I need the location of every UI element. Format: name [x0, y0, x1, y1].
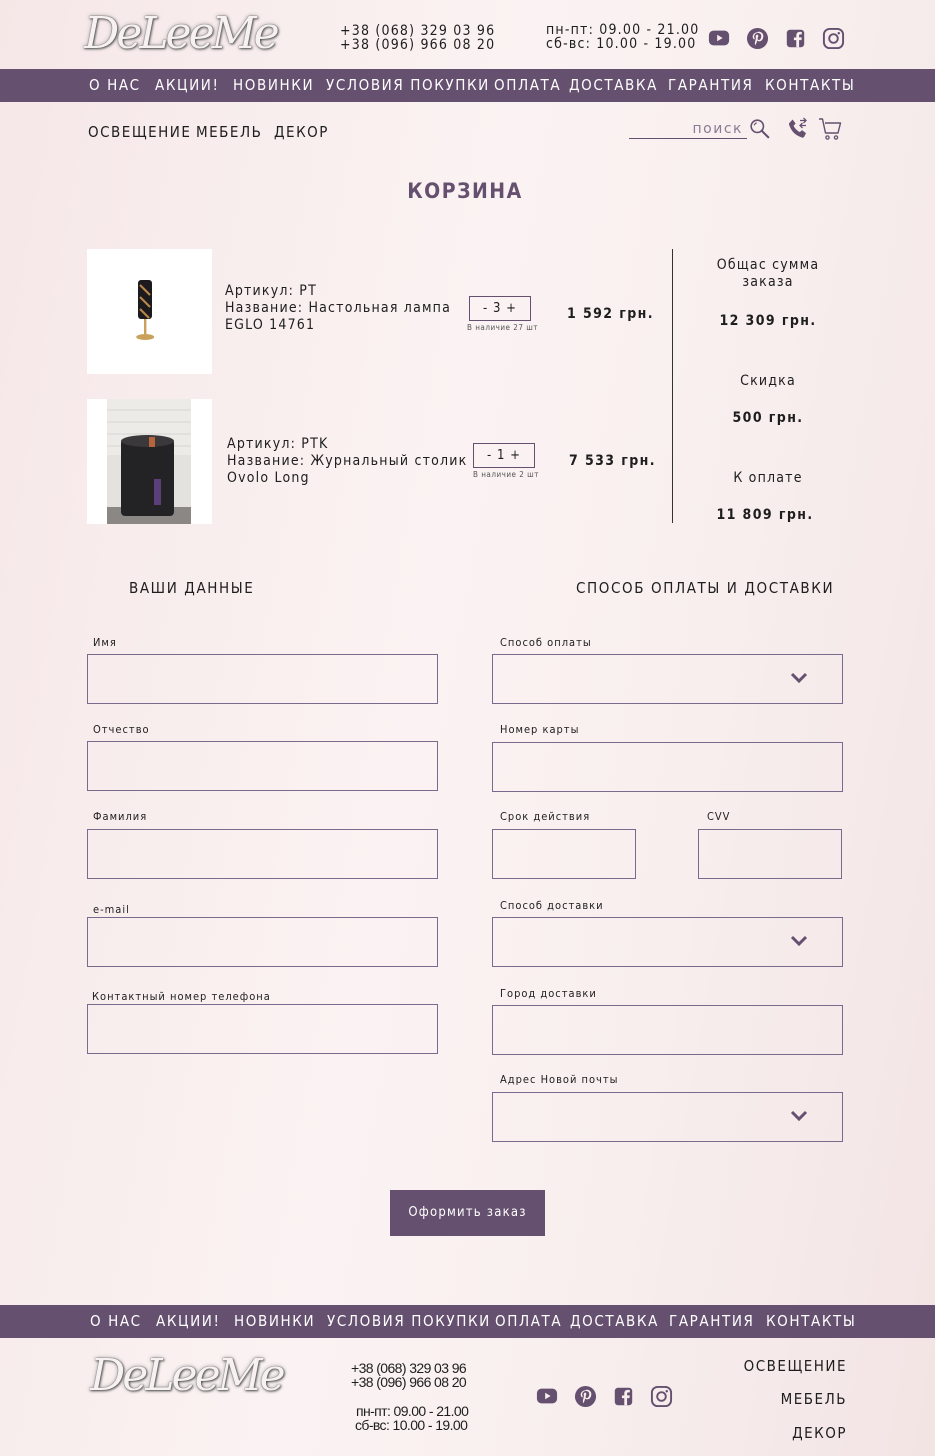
email-label: e-mail — [93, 903, 130, 916]
nav-item-terms[interactable]: УСЛОВИЯ ПОКУПКИ — [326, 76, 490, 94]
facebook-icon[interactable] — [614, 1387, 633, 1406]
cart-item-2-qty-stepper[interactable]: - 1 + — [473, 443, 535, 468]
nav-item-delivery[interactable]: ДОСТАВКА — [569, 76, 658, 94]
footer-hours-weekdays: пн-пт: 09.00 - 21.00 — [356, 1403, 469, 1419]
cart-item-1-article: Артикул: PT — [225, 283, 317, 299]
nav-item-new[interactable]: НОВИНКИ — [233, 76, 315, 94]
product-image-table[interactable] — [87, 399, 212, 524]
pinterest-icon[interactable] — [746, 27, 769, 50]
instagram-icon[interactable] — [650, 1385, 673, 1408]
chevron-down-icon — [790, 934, 808, 948]
header-phone-2[interactable]: +38 (096) 966 08 20 — [340, 37, 496, 53]
top-nav — [0, 69, 935, 102]
pinterest-icon[interactable] — [574, 1385, 597, 1408]
summary-total-label-2: заказа — [742, 274, 794, 290]
phone-label: Контактный номер телефона — [92, 990, 271, 1003]
cart-item-2-name[interactable]: Название: Журнальный столик — [227, 453, 468, 469]
delivery-method-select[interactable] — [492, 917, 843, 967]
delivery-method-label: Способ доставки — [500, 899, 604, 912]
cart-item-2-stock: В наличие 2 шт — [473, 470, 539, 479]
cart-item-1-info — [225, 283, 465, 334]
facebook-icon[interactable] — [786, 29, 805, 48]
payment-delivery-title: СПОСОБ ОПЛАТЫ И ДОСТАВКИ — [576, 579, 835, 597]
city-label: Город доставки — [500, 987, 597, 1000]
footer-logo[interactable]: DeLeeMe — [90, 1350, 283, 1401]
footer-nav-item-new[interactable]: НОВИНКИ — [234, 1312, 316, 1330]
patronymic-label: Отчество — [93, 723, 150, 736]
nav-item-sales[interactable]: АКЦИИ! — [155, 76, 220, 94]
footer-nav-item-about[interactable]: О НАС — [90, 1312, 142, 1330]
footer-nav-item-payment[interactable]: ОПЛАТА — [495, 1312, 563, 1330]
nav-item-about[interactable]: О НАС — [89, 76, 141, 94]
footer-nav-item-delivery[interactable]: ДОСТАВКА — [570, 1312, 659, 1330]
cart-icon[interactable] — [818, 117, 842, 141]
summary-total-label — [700, 257, 836, 291]
footer-nav-item-terms[interactable]: УСЛОВИЯ ПОКУПКИ — [327, 1312, 491, 1330]
payment-method-label: Способ оплаты — [500, 636, 592, 649]
cvv-label: CVV — [707, 810, 731, 823]
page-title: КОРЗИНА — [407, 179, 523, 203]
np-address-label: Адрес Новой почты — [500, 1073, 619, 1086]
youtube-icon[interactable] — [708, 27, 730, 49]
nav-item-contacts[interactable]: КОНТАКТЫ — [765, 76, 856, 94]
patronymic-field[interactable] — [87, 741, 438, 791]
city-field[interactable] — [492, 1005, 843, 1055]
first-name-field[interactable] — [87, 654, 438, 704]
cvv-field[interactable] — [698, 829, 842, 879]
nav-item-warranty[interactable]: ГАРАНТИЯ — [668, 76, 754, 94]
summary-discount-label: Скидка — [740, 373, 796, 389]
footer-category-decor[interactable]: ДЕКОР — [792, 1424, 847, 1442]
summary-discount-value: 500 грн. — [732, 410, 804, 426]
expiry-label: Срок действия — [500, 810, 591, 823]
footer-nav-item-sales[interactable]: АКЦИИ! — [156, 1312, 221, 1330]
cart-item-2-info — [227, 436, 472, 487]
search-input[interactable] — [629, 119, 747, 139]
footer-phone-1[interactable]: +38 (068) 329 03 96 — [351, 1360, 467, 1376]
cart-item-1-name-2[interactable]: EGLO 14761 — [225, 317, 316, 333]
phone-call-icon[interactable] — [786, 117, 810, 141]
cart-item-2-article: Артикул: PTK — [227, 436, 329, 452]
footer-nav-item-contacts[interactable]: КОНТАКТЫ — [766, 1312, 857, 1330]
summary-divider — [672, 249, 673, 523]
your-data-title: ВАШИ ДАННЫЕ — [129, 579, 255, 597]
footer-hours-weekend: сб-вс: 10.00 - 19.00 — [355, 1417, 468, 1433]
chevron-down-icon — [790, 1109, 808, 1123]
footer-nav-item-warranty[interactable]: ГАРАНТИЯ — [669, 1312, 755, 1330]
summary-total-value: 12 309 грн. — [719, 313, 817, 329]
payment-method-select[interactable] — [492, 654, 843, 704]
nav-item-payment[interactable]: ОПЛАТА — [494, 76, 562, 94]
product-image-lamp[interactable] — [87, 249, 212, 374]
phone-field[interactable] — [87, 1004, 438, 1054]
cart-item-1-stock: В наличие 27 шт — [467, 323, 538, 332]
search-icon[interactable] — [749, 118, 770, 139]
summary-pay-label: К оплате — [733, 470, 803, 486]
category-decor[interactable]: ДЕКОР — [274, 123, 329, 141]
summary-pay-value: 11 809 грн. — [716, 507, 814, 523]
cart-item-1-name[interactable]: Название: Настольная лампа — [225, 300, 452, 316]
logo[interactable]: DeLeeMe — [84, 8, 277, 59]
cart-item-1-price: 1 592 грн. — [567, 306, 654, 322]
email-field[interactable] — [87, 917, 438, 967]
header-phone-1[interactable]: +38 (068) 329 03 96 — [340, 23, 496, 39]
card-number-label: Номер карты — [500, 723, 580, 736]
cart-item-2-name-2[interactable]: Ovolo Long — [227, 470, 310, 486]
category-furniture[interactable]: МЕБЕЛЬ — [196, 123, 263, 141]
last-name-label: Фамилия — [93, 810, 148, 823]
chevron-down-icon — [790, 671, 808, 685]
np-address-select[interactable] — [492, 1092, 843, 1142]
cart-item-1-qty-stepper[interactable]: - 3 + — [469, 296, 531, 321]
cart-item-2-price: 7 533 грн. — [569, 453, 656, 469]
header-hours-weekend: сб-вс: 10.00 - 19.00 — [546, 36, 697, 52]
last-name-field[interactable] — [87, 829, 438, 879]
submit-order-button[interactable]: Оформить заказ — [390, 1190, 545, 1236]
instagram-icon[interactable] — [822, 27, 845, 50]
summary-total-label-1: Общаc сумма — [716, 257, 820, 273]
footer-nav — [0, 1305, 935, 1338]
category-lighting[interactable]: ОСВЕЩЕНИЕ — [88, 123, 192, 141]
youtube-icon[interactable] — [536, 1385, 558, 1407]
footer-category-furniture[interactable]: МЕБЕЛЬ — [780, 1390, 847, 1408]
footer-category-lighting[interactable]: ОСВЕЩЕНИЕ — [743, 1357, 847, 1375]
header-hours-weekdays: пн-пт: 09.00 - 21.00 — [546, 22, 700, 38]
first-name-label: Имя — [93, 636, 117, 649]
footer-phone-2[interactable]: +38 (096) 966 08 20 — [351, 1374, 467, 1390]
card-number-field[interactable] — [492, 742, 843, 792]
expiry-field[interactable] — [492, 829, 636, 879]
